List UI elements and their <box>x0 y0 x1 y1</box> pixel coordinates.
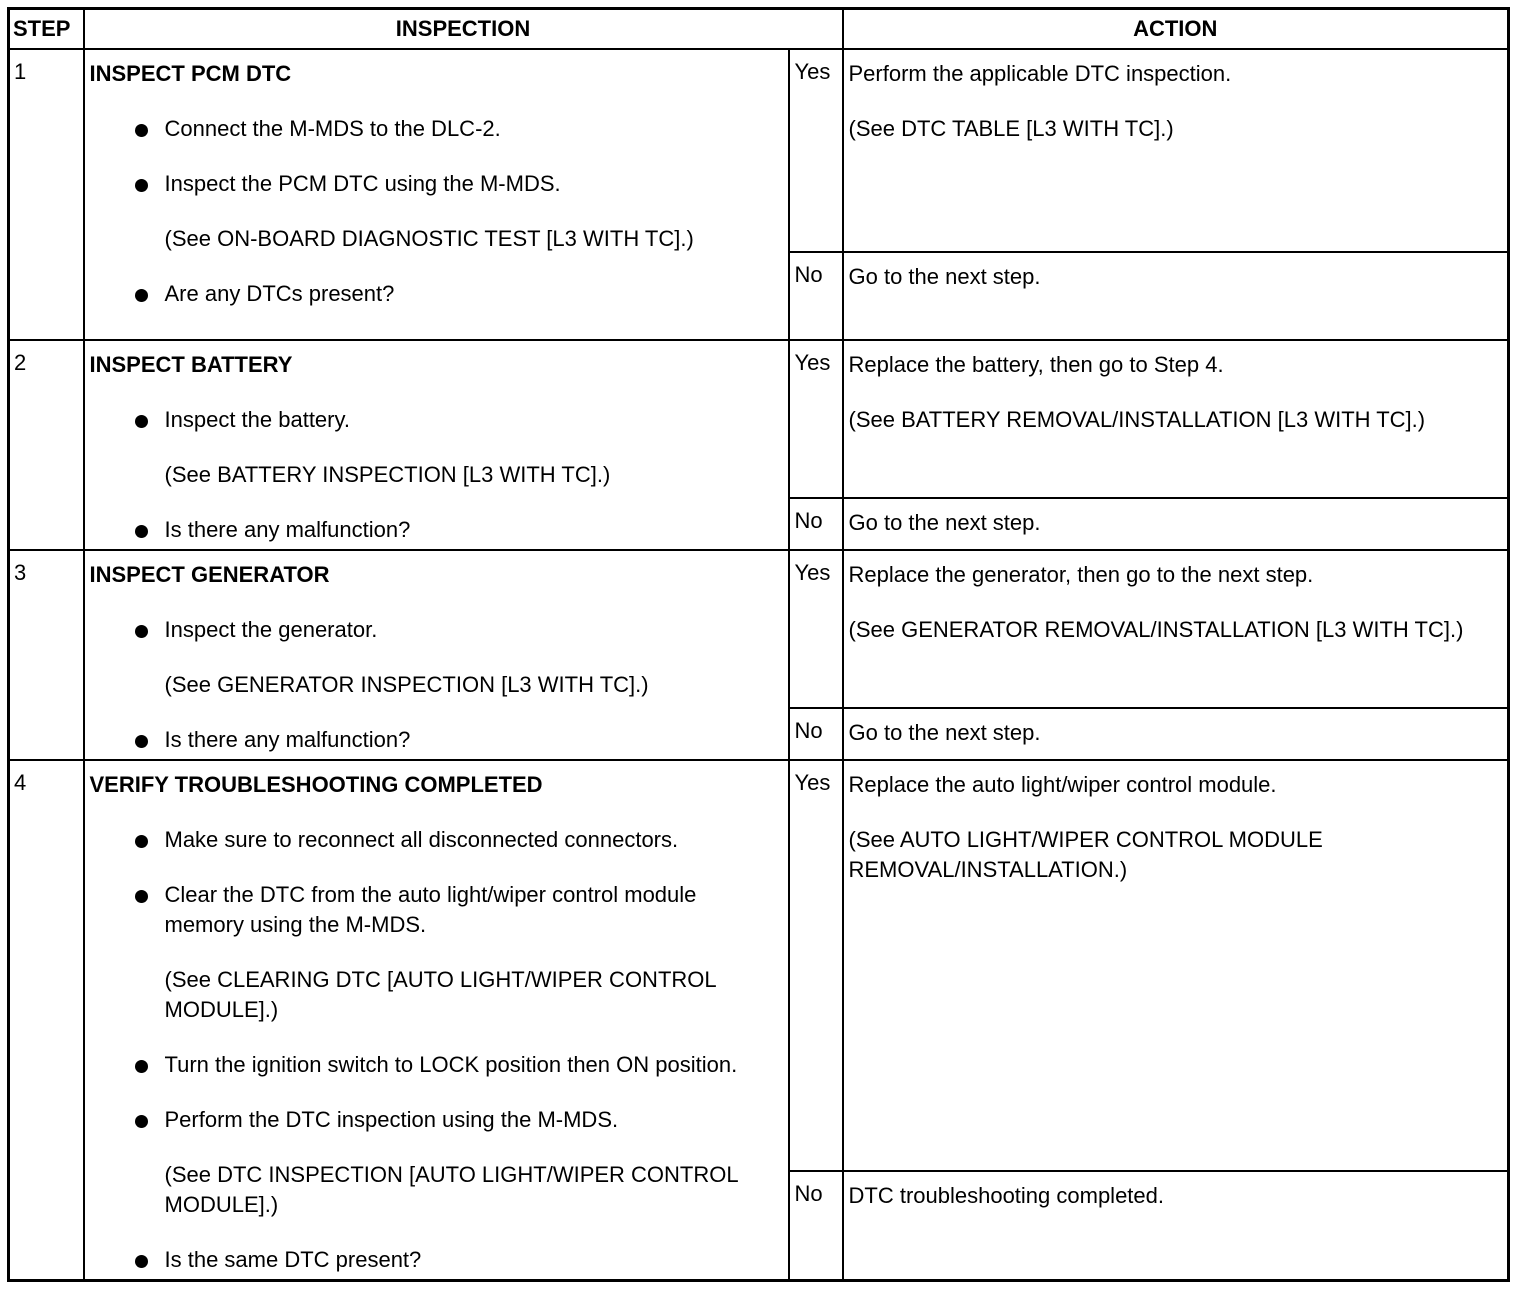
bullet-item: Inspect the battery. <box>90 405 768 435</box>
header-row <box>9 9 1509 50</box>
reference-note: (See BATTERY INSPECTION [L3 WITH TC].) <box>164 462 611 487</box>
yes-label: Yes <box>789 49 843 252</box>
step-3-yes-row <box>9 550 1509 708</box>
step-number: 1 <box>9 49 84 340</box>
step-title: INSPECT PCM DTC <box>89 61 292 86</box>
no-action: DTC troubleshooting completed. <box>843 1171 1509 1281</box>
action-text: Replace the generator, then go to the next step. <box>848 562 1314 587</box>
step-1-inspection <box>84 49 789 340</box>
no-label: No <box>789 252 843 340</box>
reference-note: (See DTC INSPECTION [AUTO LIGHT/WIPER CONTROL MODULE].) <box>164 1162 738 1217</box>
step-4-inspection <box>84 760 789 1281</box>
action-reference: (See AUTO LIGHT/WIPER CONTROL MODULE REMOVAL/INSTALLATION.) <box>848 827 1323 882</box>
yes-action <box>843 340 1509 498</box>
action-text: Replace the battery, then go to Step 4. <box>848 352 1224 377</box>
step-1-yes-row <box>9 49 1509 252</box>
step-title: INSPECT BATTERY <box>89 352 293 377</box>
step-4-yes-row <box>9 760 1509 1171</box>
no-action: Go to the next step. <box>843 498 1509 550</box>
no-action: Go to the next step. <box>843 708 1509 760</box>
yes-action <box>843 550 1509 708</box>
step-2-inspection <box>84 340 789 550</box>
action-reference: (See GENERATOR REMOVAL/INSTALLATION [L3 WITH TC].) <box>848 617 1464 642</box>
action-text: Perform the applicable DTC inspection. <box>848 61 1232 86</box>
header-step: STEP <box>9 9 84 50</box>
bullet-question: Is the same DTC present? <box>90 1245 768 1275</box>
yes-action <box>843 760 1509 1171</box>
step-2-yes-row <box>9 340 1509 498</box>
no-label: No <box>789 1171 843 1281</box>
bullet-item: Turn the ignition switch to LOCK position then ON position. <box>90 1050 768 1080</box>
bullet-item: Connect the M-MDS to the DLC-2. <box>90 114 768 144</box>
action-text: Replace the auto light/wiper control module. <box>848 772 1277 797</box>
bullet-item: Inspect the generator. <box>90 615 768 645</box>
bullet-item: Perform the DTC inspection using the M-MDS. <box>90 1105 768 1135</box>
reference-note: (See ON-BOARD DIAGNOSTIC TEST [L3 WITH TC].) <box>164 226 694 251</box>
reference-note: (See CLEARING DTC [AUTO LIGHT/WIPER CONTROL MODULE].) <box>164 967 716 1022</box>
yes-label: Yes <box>789 550 843 708</box>
yes-label: Yes <box>789 760 843 1171</box>
no-action: Go to the next step. <box>843 252 1509 340</box>
step-number: 4 <box>9 760 84 1281</box>
troubleshooting-table <box>7 7 1510 1282</box>
bullet-question: Are any DTCs present? <box>90 279 768 309</box>
step-title: INSPECT GENERATOR <box>89 562 330 587</box>
step-number: 3 <box>9 550 84 760</box>
step-title: VERIFY TROUBLESHOOTING COMPLETED <box>89 772 543 797</box>
bullet-item: Inspect the PCM DTC using the M-MDS. <box>90 169 768 199</box>
yes-action <box>843 49 1509 252</box>
bullet-item: Clear the DTC from the auto light/wiper control module memory using the M-MDS. <box>90 880 768 940</box>
action-reference: (See DTC TABLE [L3 WITH TC].) <box>848 116 1174 141</box>
bullet-question: Is there any malfunction? <box>90 515 768 545</box>
step-number: 2 <box>9 340 84 550</box>
reference-note: (See GENERATOR INSPECTION [L3 WITH TC].) <box>164 672 649 697</box>
header-action: ACTION <box>843 9 1509 50</box>
no-label: No <box>789 708 843 760</box>
step-3-inspection <box>84 550 789 760</box>
bullet-item: Make sure to reconnect all disconnected connectors. <box>90 825 768 855</box>
bullet-question: Is there any malfunction? <box>90 725 768 755</box>
action-reference: (See BATTERY REMOVAL/INSTALLATION [L3 WITH TC].) <box>848 407 1426 432</box>
header-inspection: INSPECTION <box>84 9 843 50</box>
no-label: No <box>789 498 843 550</box>
yes-label: Yes <box>789 340 843 498</box>
